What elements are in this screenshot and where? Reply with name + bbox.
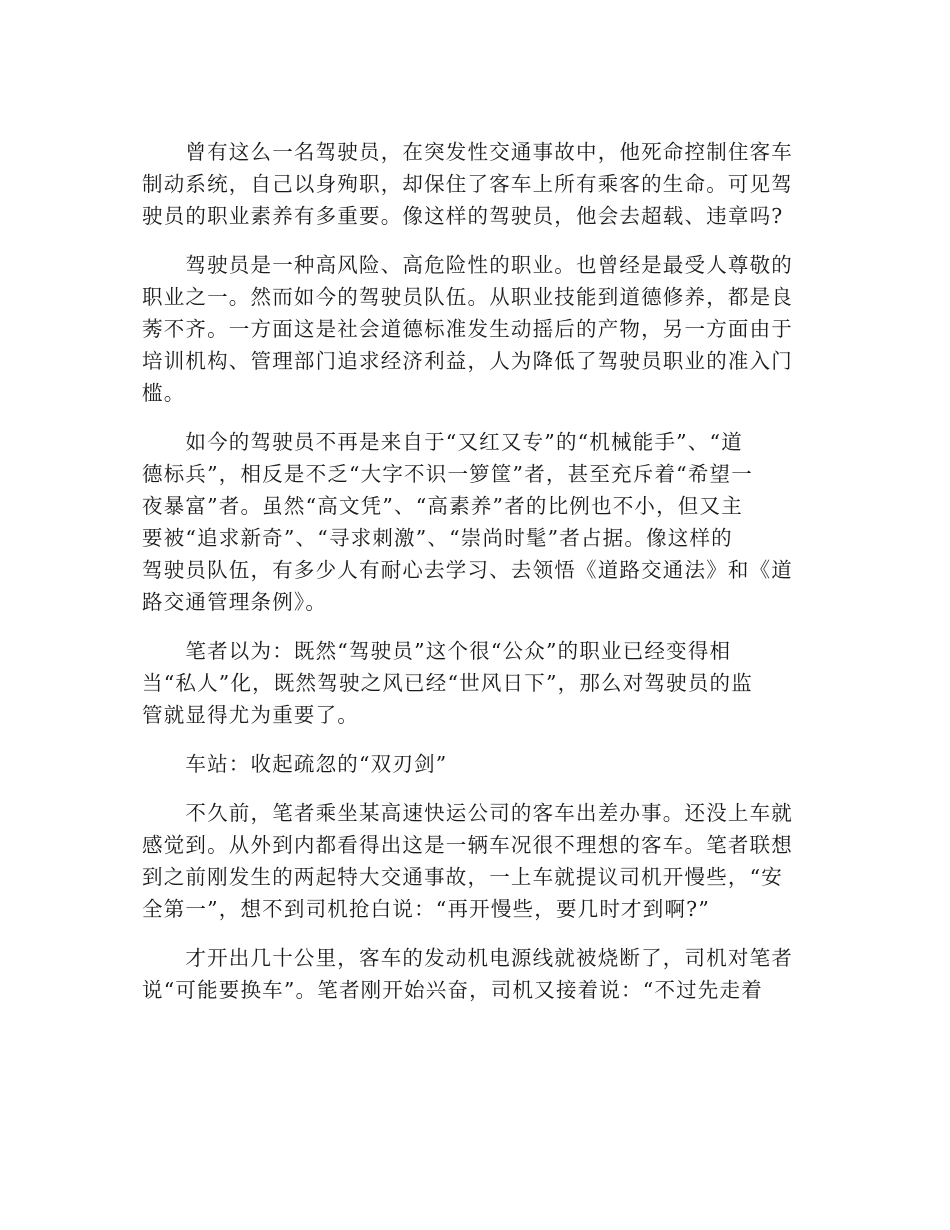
document-page — [142, 136, 804, 1006]
text-line: 制动系统，自己以身殉职，却保住了客车上所有乘客的生命。可见驾 — [142, 172, 793, 196]
paragraph-4 — [142, 635, 804, 731]
text-line: 说“可能要换车”。笔者刚开始兴奋，司机又接着说：“不过先走着 — [142, 978, 763, 1002]
paragraph-6 — [142, 942, 804, 1006]
text-line: 如今的驾驶员不再是来自于“又红又专”的“机械能手”、“道 — [142, 430, 743, 454]
text-line: 管就显得尤为重要了。 — [142, 703, 359, 727]
text-line: 曾有这么一名驾驶员，在突发性交通事故中，他死命控制住客车 — [142, 140, 793, 164]
paragraph-1 — [142, 136, 804, 232]
text-line: 德标兵”，相反是不乏“大字不识一箩筐”者，甚至充斥着“希望一 — [142, 462, 753, 486]
text-line: 培训机构、管理部门追求经济利益，人为降低了驾驶员职业的准入门 — [142, 349, 793, 373]
paragraph-5 — [142, 797, 804, 925]
text-line: 槛。 — [142, 381, 186, 405]
paragraph-2 — [142, 249, 804, 409]
section-heading — [142, 748, 804, 780]
text-line: 驾驶员队伍，有多少人有耐心去学习、去领悟《道路交通法》和《道 — [142, 558, 793, 582]
text-line: 车站：收起疏忽的“双刃剑” — [142, 752, 448, 776]
text-line: 要被“追求新奇”、“寻求刺激”、“崇尚时髦”者占据。像这样的 — [142, 526, 733, 550]
text-line: 职业之一。然而如今的驾驶员队伍。从职业技能到道德修养，都是良 — [142, 285, 793, 309]
text-line: 笔者以为：既然“驾驶员”这个很“公众”的职业已经变得相 — [142, 639, 732, 663]
paragraph-3 — [142, 426, 804, 618]
text-line: 莠不齐。一方面这是社会道德标准发生动摇后的产物，另一方面由于 — [142, 317, 793, 341]
text-line: 感觉到。从外到内都看得出这是一辆车况很不理想的客车。笔者联想 — [142, 833, 793, 857]
text-line: 不久前，笔者乘坐某高速快运公司的客车出差办事。还没上车就 — [142, 801, 793, 825]
text-line: 到之前刚发生的两起特大交通事故，一上车就提议司机开慢些，“安 — [142, 865, 783, 889]
text-line: 驾驶员是一种高风险、高危险性的职业。也曾经是最受人尊敬的 — [142, 253, 793, 277]
text-line: 驶员的职业素养有多重要。像这样的驾驶员，他会去超载、违章吗? — [142, 204, 784, 228]
text-line: 夜暴富”者。虽然“高文凭”、“高素养”者的比例也不小，但又主 — [142, 494, 743, 518]
text-line: 路交通管理条例》。 — [142, 590, 328, 614]
text-line: 当“私人”化，既然驾驶之风已经“世风日下”，那么对驾驶员的监 — [142, 671, 753, 695]
text-line: 全第一”，想不到司机抢白说：“再开慢些，要几时才到啊?” — [142, 897, 711, 921]
text-line: 才开出几十公里，客车的发动机电源线就被烧断了，司机对笔者 — [142, 946, 793, 970]
